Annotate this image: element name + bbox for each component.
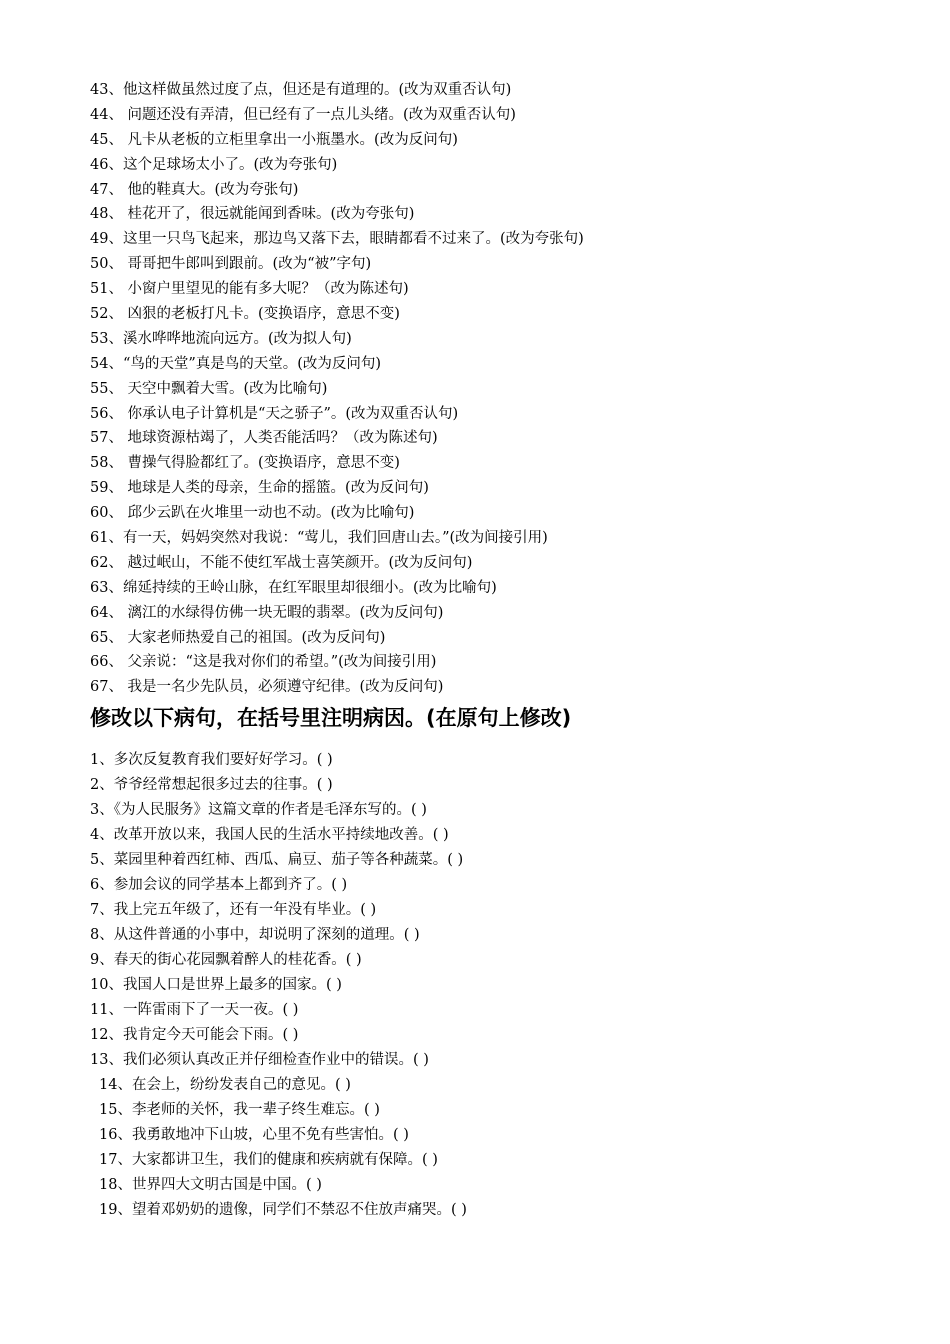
list-item: 7、我上完五年级了，还有一年没有毕业。( ) bbox=[90, 902, 377, 918]
correction-exercise-list bbox=[90, 748, 930, 1223]
list-item: 44、 问题还没有弄清，但已经有了一点儿头绪。(改为双重否认句) bbox=[90, 106, 516, 123]
list-item: 48、 桂花开了，很远就能闻到香味。(改为夸张句) bbox=[90, 206, 415, 223]
list-item: 57、 地球资源枯竭了，人类否能活吗？（改为陈述句) bbox=[90, 430, 438, 447]
list-item: 66、 父亲说：“这是我对你们的希望。”(改为间接引用) bbox=[90, 654, 437, 671]
list-item: 55、 天空中飘着大雪。(改为比喻句) bbox=[90, 380, 328, 397]
list-item: 5、菜园里种着西红柿、西瓜、扁豆、茄子等各种蔬菜。( ) bbox=[90, 852, 464, 868]
list-item: 6、参加会议的同学基本上都到齐了。( ) bbox=[90, 877, 348, 893]
list-item: 47、 他的鞋真大。(改为夸张句) bbox=[90, 181, 299, 198]
list-item: 1、多次反复教育我们要好好学习。( ) bbox=[90, 752, 333, 768]
list-item: 9、春天的街心花园飘着醉人的桂花香。( ) bbox=[90, 952, 362, 968]
list-item: 53、溪水哗哗地流向远方。(改为拟人句) bbox=[90, 330, 352, 347]
list-item: 18、世界四大文明古国是中国。( ) bbox=[99, 1177, 322, 1193]
list-item: 50、 哥哥把牛郎叫到跟前。(改为“被”字句) bbox=[90, 256, 372, 273]
list-item: 58、 曹操气得脸都红了。(变换语序，意思不变) bbox=[90, 455, 400, 472]
list-item: 52、 凶狠的老板打凡卡。(变换语序，意思不变) bbox=[90, 306, 400, 323]
list-item: 12、我肯定今天可能会下雨。( ) bbox=[90, 1027, 299, 1043]
list-item: 54、“鸟的天堂”真是鸟的天堂。(改为反问句) bbox=[90, 355, 382, 372]
rewrite-exercise-list bbox=[90, 78, 930, 700]
list-item: 45、 凡卡从老板的立柜里拿出一小瓶墨水。(改为反问句) bbox=[90, 131, 458, 148]
list-item: 51、 小窗户里望见的能有多大呢？（改为陈述句) bbox=[90, 281, 409, 298]
list-item: 64、 漓江的水绿得仿佛一块无暇的翡翠。(改为反问句) bbox=[90, 604, 444, 621]
section-heading: 修改以下病句，在括号里注明病因。(在原句上修改) bbox=[90, 706, 572, 730]
list-item: 60、 邱少云趴在火堆里一动也不动。(改为比喻句) bbox=[90, 505, 415, 522]
list-item: 17、大家都讲卫生，我们的健康和疾病就有保障。( ) bbox=[99, 1152, 438, 1168]
list-item: 19、望着邓奶奶的遗像，同学们不禁忍不住放声痛哭。( ) bbox=[99, 1202, 467, 1218]
list-item: 43、他这样做虽然过度了点，但还是有道理的。(改为双重否认句) bbox=[90, 82, 512, 98]
list-item: 8、从这件普通的小事中，却说明了深刻的道理。( ) bbox=[90, 927, 420, 943]
list-item: 4、改革开放以来，我国人民的生活水平持续地改善。( ) bbox=[90, 827, 449, 843]
list-item: 61、有一天，妈妈突然对我说：“莺儿，我们回唐山去。”(改为间接引用) bbox=[90, 530, 548, 547]
list-item: 63、绵延持续的王岭山脉，在红军眼里却很细小。(改为比喻句) bbox=[90, 579, 497, 596]
list-item: 13、我们必须认真改正并仔细检查作业中的错误。( ) bbox=[90, 1052, 429, 1068]
list-item: 59、 地球是人类的母亲，生命的摇篮。(改为反问句) bbox=[90, 480, 429, 497]
list-item: 46、这个足球场太小了。(改为夸张句) bbox=[90, 156, 338, 173]
list-item: 65、 大家老师热爱自己的祖国。(改为反问句) bbox=[90, 629, 386, 646]
list-item: 49、这里一只鸟飞起来，那边鸟又落下去，眼睛都看不过来了。(改为夸张句) bbox=[90, 231, 584, 248]
list-item: 11、一阵雷雨下了一天一夜。( ) bbox=[90, 1002, 299, 1018]
list-item: 16、我勇敢地冲下山坡，心里不免有些害怕。( ) bbox=[99, 1127, 409, 1143]
list-item: 2、爷爷经常想起很多过去的往事。( ) bbox=[90, 777, 333, 793]
list-item: 62、 越过岷山，不能不使红军战士喜笑颜开。(改为反问句) bbox=[90, 554, 473, 571]
list-item: 15、李老师的关怀，我一辈子终生难忘。( ) bbox=[99, 1102, 380, 1118]
list-item: 56、 你承认电子计算机是“天之骄子”。(改为双重否认句) bbox=[90, 405, 459, 422]
list-item: 10、我国人口是世界上最多的国家。( ) bbox=[90, 977, 342, 993]
list-item: 14、在会上，纷纷发表自己的意见。( ) bbox=[99, 1077, 351, 1093]
list-item: 3、《为人民服务》这篇文章的作者是毛泽东写的。( ) bbox=[90, 802, 427, 818]
list-item: 67、 我是一名少先队员，必须遵守纪律。(改为反问句) bbox=[90, 679, 444, 696]
